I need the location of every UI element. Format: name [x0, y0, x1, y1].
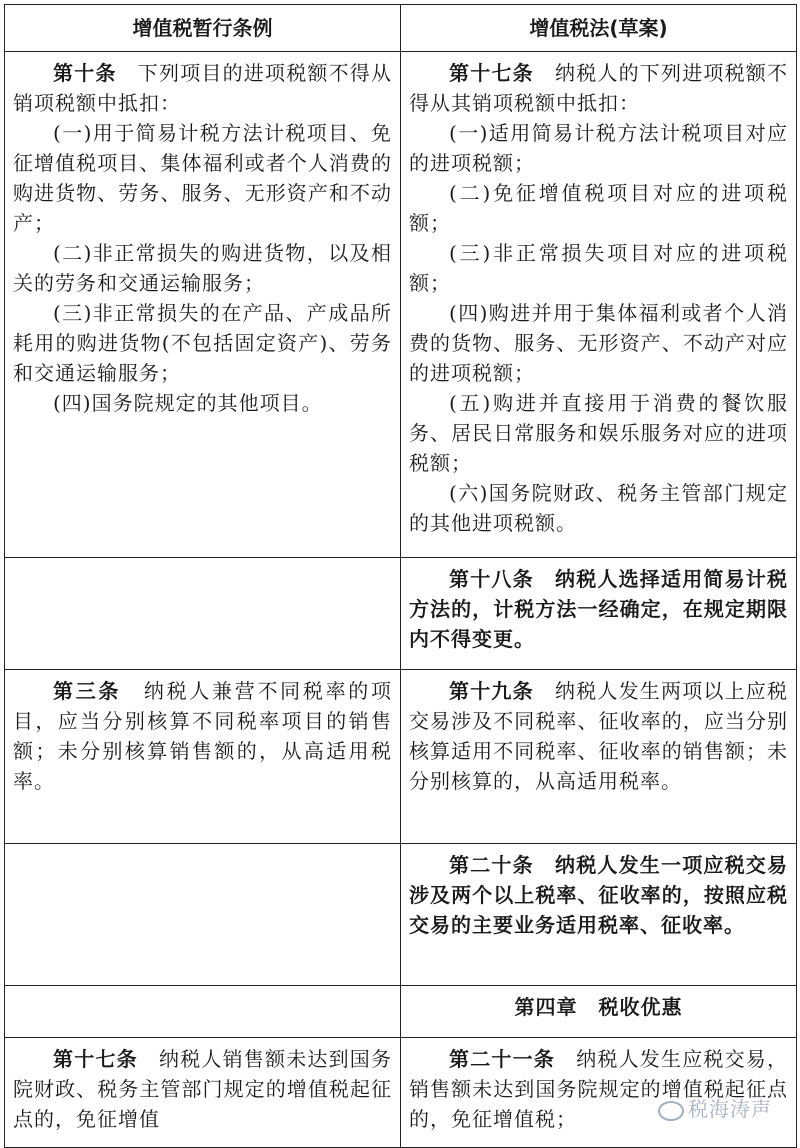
paragraph-text: 下列项目的进项税额不得从销项税额中抵扣：	[13, 61, 393, 115]
cell-regulation	[5, 1038, 401, 1148]
cell-regulation	[5, 558, 401, 670]
paragraph	[13, 298, 392, 388]
paragraph-text: (一)适用简易计税方法计税项目对应的进项税额；	[409, 121, 788, 175]
header-left: 增值税暂行条例	[5, 5, 401, 52]
paragraph	[409, 298, 788, 388]
paragraph-text: 纳税人发生一项应税交易涉及两个以上税率、征收率的，按照应税交易的主要业务适用税率、征收率。	[409, 853, 789, 937]
paragraph	[409, 178, 788, 238]
table-row	[5, 844, 797, 986]
paragraph-text: (三)非正常损失项目对应的进项税额；	[409, 241, 788, 295]
paragraph	[409, 676, 788, 796]
cell-draft-law	[401, 670, 797, 844]
chapter-heading: 第四章 税收优惠	[514, 995, 683, 1019]
paragraph-text: 纳税人兼营不同税率的项目，应当分别核算不同税率项目的销售额；未分别核算销售额的，从高适用税率。	[13, 679, 393, 793]
table-row	[5, 986, 797, 1038]
paragraph	[13, 118, 392, 238]
paragraph	[409, 238, 788, 298]
header-row	[5, 5, 797, 52]
cell-regulation	[5, 844, 401, 986]
paragraph	[13, 1044, 392, 1134]
paragraph-text: (二)免征增值税项目对应的进项税额；	[409, 181, 788, 235]
article-number: 第十七条	[449, 61, 534, 85]
cell-regulation	[5, 52, 401, 558]
article-number: 第十七条	[53, 1047, 138, 1071]
table-body	[5, 52, 797, 1148]
paragraph-text: 纳税人选择适用简易计税方法的，计税方法一经确定，在规定期限内不得变更。	[409, 567, 789, 651]
table-row	[5, 670, 797, 844]
paragraph	[409, 478, 788, 538]
paragraph	[409, 850, 788, 940]
paragraph	[13, 676, 392, 796]
header-right: 增值税法(草案)	[401, 5, 797, 52]
paragraph-text: (四)国务院规定的其他项目。	[53, 391, 323, 415]
table-row	[5, 558, 797, 670]
paragraph-text: 纳税人销售额未达到国务院财政、税务主管部门规定的增值税起征点的，免征增值	[13, 1047, 393, 1131]
paragraph-text: (三)非正常损失的在产品、产成品所耗用的购进货物(不包括固定资产)、劳务和交通运输服务；	[13, 301, 392, 385]
cell-regulation	[5, 670, 401, 844]
paragraph-text: 纳税人的下列进项税额不得从其销项税额中抵扣：	[409, 61, 789, 115]
article-number: 第三条	[53, 679, 122, 703]
paragraph	[409, 118, 788, 178]
watermark	[658, 1093, 772, 1122]
cell-draft-law	[401, 52, 797, 558]
article-number: 第二十一条	[449, 1047, 555, 1071]
cell-draft-law	[401, 844, 797, 986]
article-number: 第十九条	[449, 679, 534, 703]
article-number: 第二十条	[449, 853, 534, 877]
paragraph-text: 纳税人发生应税交易，销售额未达到国务院规定的增值税起征点的，免征增值税；	[409, 1047, 788, 1131]
article-number: 第十条	[53, 61, 117, 85]
article-number: 第十八条	[449, 567, 534, 591]
cell-draft-law	[401, 558, 797, 670]
table-row	[5, 52, 797, 558]
paragraph	[409, 58, 788, 118]
paragraph	[409, 388, 788, 478]
paragraph-text: (二)非正常损失的购进货物，以及相关的劳务和交通运输服务；	[13, 241, 392, 295]
paragraph-text: (六)国务院财政、税务主管部门规定的其他进项税额。	[409, 481, 788, 535]
paragraph-text: (一)用于简易计税方法计税项目、免征增值税项目、集体福利或者个人消费的购进货物、劳务、服务、无形资产和不动产；	[13, 121, 392, 235]
wechat-icon	[658, 1101, 684, 1121]
paragraph	[13, 388, 392, 418]
paragraph-text: 纳税人发生两项以上应税交易涉及不同税率、征收率的，应当分别核算适用不同税率、征收率的销售额；未分别核算的，从高适用税率。	[409, 679, 789, 793]
paragraph-text: (五)购进并直接用于消费的餐饮服务、居民日常服务和娱乐服务对应的进项税额；	[409, 391, 788, 475]
paragraph-text: (四)购进并用于集体福利或者个人消费的货物、服务、无形资产、不动产对应的进项税额；	[409, 301, 788, 385]
comparison-table	[4, 4, 797, 1148]
watermark-text: 税海涛声	[688, 1097, 772, 1121]
paragraph	[13, 58, 392, 118]
cell-regulation	[5, 986, 401, 1038]
paragraph	[409, 564, 788, 654]
paragraph	[13, 238, 392, 298]
cell-draft-law	[401, 986, 797, 1038]
